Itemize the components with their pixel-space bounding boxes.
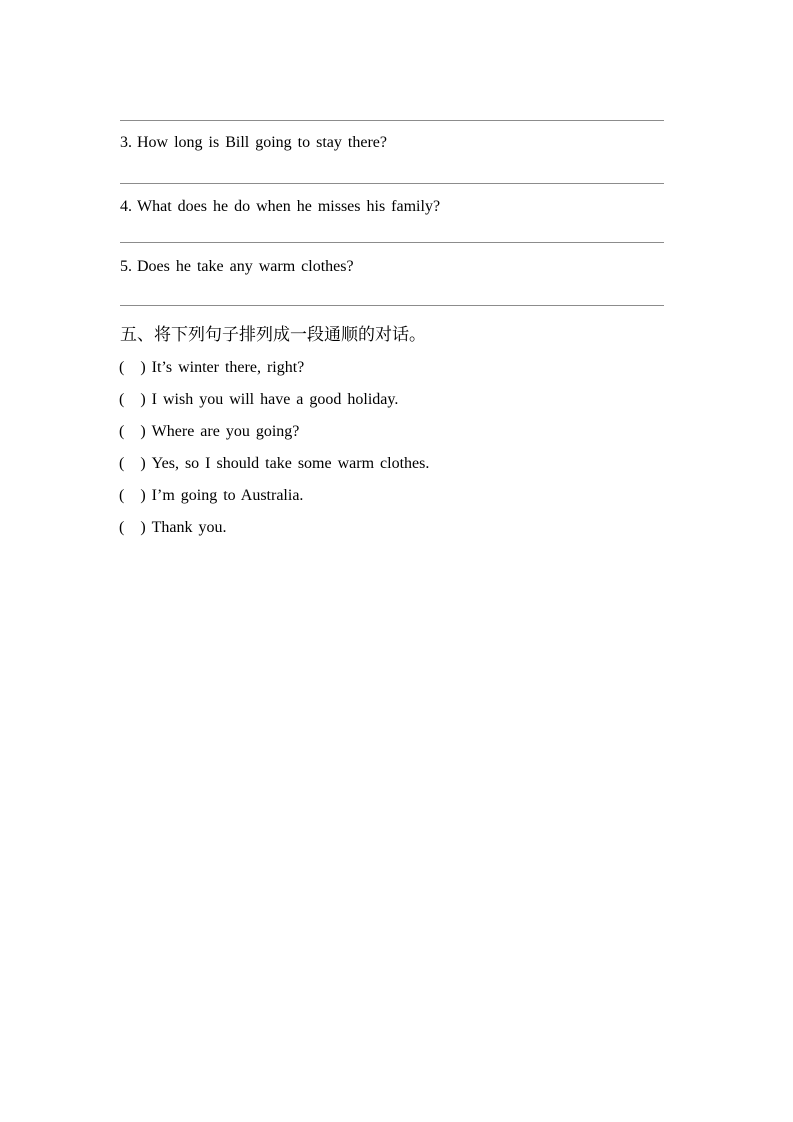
answer-line-3 <box>120 242 664 243</box>
answer-bracket-close: ) <box>140 423 146 440</box>
dialogue-item-4 <box>119 454 429 474</box>
dialogue-item-6 <box>119 518 227 538</box>
answer-line-1 <box>120 120 664 121</box>
dialogue-item-5 <box>119 486 303 506</box>
section-five-heading <box>120 324 426 346</box>
dialogue-sentence: Thank you. <box>151 519 227 536</box>
question-3-number: 3. <box>120 134 132 151</box>
dialogue-sentence: It’s winter there, right? <box>151 359 305 376</box>
answer-bracket-open: ( <box>119 519 125 536</box>
answer-bracket-close: ) <box>140 391 146 408</box>
question-3-text: How long is Bill going to stay there? <box>137 134 387 151</box>
question-3 <box>120 133 387 153</box>
section-five-title: 将下列句子排列成一段通顺的对话。 <box>154 325 426 344</box>
question-4-number: 4. <box>120 198 132 215</box>
answer-bracket-close: ) <box>140 487 146 504</box>
answer-bracket-close: ) <box>140 519 146 536</box>
dialogue-item-2 <box>119 390 398 410</box>
answer-bracket-close: ) <box>140 359 146 376</box>
dialogue-sentence: Where are you going? <box>151 423 300 440</box>
question-4-text: What does he do when he misses his family? <box>137 198 441 215</box>
question-5 <box>120 257 354 277</box>
answer-bracket-open: ( <box>119 455 125 472</box>
dialogue-item-1 <box>119 358 304 378</box>
answer-bracket-open: ( <box>119 359 125 376</box>
answer-line-2 <box>120 183 664 184</box>
answer-bracket-open: ( <box>119 391 125 408</box>
answer-bracket-close: ) <box>140 455 146 472</box>
dialogue-sentence: I’m going to Australia. <box>151 487 304 504</box>
dialogue-sentence: Yes, so I should take some warm clothes. <box>151 455 430 472</box>
dialogue-item-3 <box>119 422 299 442</box>
section-five-index: 五、 <box>120 325 154 344</box>
answer-bracket-open: ( <box>119 423 125 440</box>
question-5-number: 5. <box>120 258 132 275</box>
answer-line-4 <box>120 305 664 306</box>
question-5-text: Does he take any warm clothes? <box>137 258 354 275</box>
dialogue-sentence: I wish you will have a good holiday. <box>151 391 399 408</box>
answer-bracket-open: ( <box>119 487 125 504</box>
question-4 <box>120 197 440 217</box>
